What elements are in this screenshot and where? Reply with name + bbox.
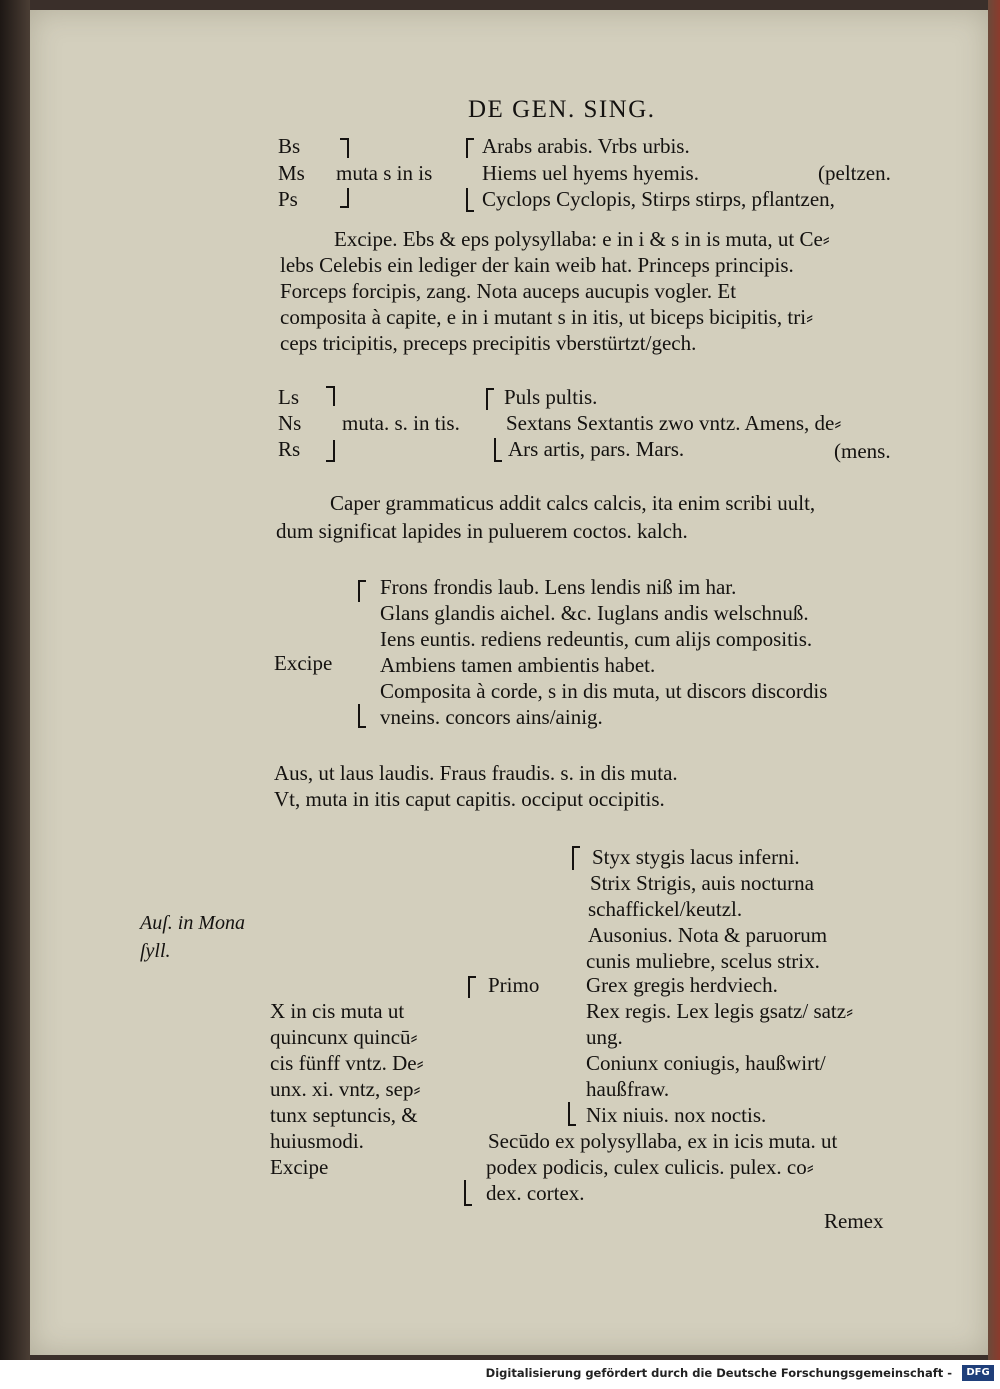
label-bs: Bs bbox=[278, 134, 301, 158]
text-line: dum significat lapides in puluerem coctos. kalch. bbox=[276, 519, 688, 543]
excipe-line: Iens euntis. rediens redeuntis, cum alijs compositis. bbox=[380, 627, 813, 651]
text-line: Forceps forcipis, zang. Nota auceps aucupis vogler. Et bbox=[280, 279, 737, 303]
left-brace-bottom bbox=[466, 188, 474, 212]
right-col-line: Ausonius. Nota & paruorum bbox=[588, 923, 828, 947]
rule-text: muta. s. in tis. bbox=[342, 411, 460, 435]
left-brace-top bbox=[466, 138, 474, 158]
dfg-logo: DFG bbox=[962, 1365, 994, 1381]
text-line: Excipe. Ebs & eps polysyllaba: e in i & s in is muta, ut Ce⸗ bbox=[334, 227, 830, 251]
text-line: Aus, ut laus laudis. Fraus fraudis. s. in dis muta. bbox=[274, 761, 678, 785]
example-line: Sextans Sextantis zwo vntz. Amens, de⸗ bbox=[506, 411, 842, 435]
left-brace-top bbox=[358, 580, 366, 602]
left-brace-bottom bbox=[358, 704, 366, 728]
left-col-line: Excipe bbox=[270, 1155, 329, 1179]
running-header: DE GEN. SING. bbox=[468, 96, 656, 123]
text-line: ceps tricipitis, preceps precipitis vberstürtzt/gech. bbox=[280, 331, 697, 355]
excipe-line: Composita à corde, s in dis muta, ut discors discordis bbox=[380, 679, 828, 703]
excipe-line: Frons frondis laub. Lens lendis niß im har. bbox=[380, 575, 737, 599]
right-brace-bottom bbox=[340, 188, 349, 208]
right-col-line: Rex regis. Lex legis gsatz/ satz⸗ bbox=[586, 999, 854, 1023]
left-col-line: X in cis muta ut bbox=[270, 999, 405, 1023]
right-col-line: Nix niuis. nox noctis. bbox=[586, 1103, 767, 1127]
excipe-label: Excipe bbox=[274, 651, 333, 675]
right-col-line: Coniunx coniugis, haußwirt/ bbox=[586, 1051, 826, 1075]
secundo-line: dex. cortex. bbox=[486, 1181, 585, 1205]
text-line: Vt, muta in itis caput capitis. occiput occipitis. bbox=[274, 787, 665, 811]
right-brace-bottom bbox=[326, 440, 335, 462]
excipe-line: vneins. concors ains/ainig. bbox=[380, 705, 603, 729]
secundo-line: Secūdo ex polysyllaba, ex in icis muta. ut bbox=[488, 1129, 838, 1153]
catchword: Remex bbox=[824, 1209, 884, 1233]
secundo-line: podex podicis, culex culicis. pulex. co⸗ bbox=[486, 1155, 814, 1179]
example-line: Hiems uel hyems hyemis. bbox=[482, 161, 699, 185]
text-line: composita à capite, e in i mutant s in itis, ut biceps bicipitis, tri⸗ bbox=[280, 305, 814, 329]
example-line: Cyclops Cyclopis, Stirps stirps, pflantzen, bbox=[482, 187, 835, 211]
example-line: Ars artis, pars. Mars. bbox=[508, 437, 685, 461]
right-col-line: ung. bbox=[586, 1025, 623, 1049]
margin-note: Auſ. in Mona bbox=[140, 912, 245, 934]
left-brace-bottom bbox=[464, 1180, 472, 1206]
excipe-line: Ambiens tamen ambientis habet. bbox=[380, 653, 656, 677]
left-brace-bottom bbox=[568, 1102, 576, 1126]
right-brace-top bbox=[340, 138, 349, 158]
left-brace-top bbox=[486, 388, 494, 410]
right-col-line: Strix Strigis, auis nocturna bbox=[590, 871, 814, 895]
book-spine bbox=[0, 0, 30, 1360]
text-line: lebs Celebis ein lediger der kain weib hat. Princeps principis. bbox=[280, 253, 794, 277]
label-ns: Ns bbox=[278, 411, 302, 435]
left-col-line: quincunx quincū⸗ bbox=[270, 1025, 418, 1049]
margin-note: ſyll. bbox=[140, 940, 171, 962]
rule-text: muta s in is bbox=[336, 161, 433, 185]
text-line: Caper grammaticus addit calcs calcis, ita enim scribi uult, bbox=[330, 491, 816, 515]
left-col-line: huiusmodi. bbox=[270, 1129, 364, 1153]
page-edge bbox=[988, 0, 1000, 1360]
excipe-line: Glans glandis aichel. &c. Iuglans andis welschnuß. bbox=[380, 601, 809, 625]
overflow-word: (mens. bbox=[834, 439, 891, 463]
right-col-line: cunis muliebre, scelus strix. bbox=[586, 949, 820, 973]
label-rs: Rs bbox=[278, 437, 301, 461]
left-col-line: cis fünff vntz. De⸗ bbox=[270, 1051, 424, 1075]
overflow-word: (peltzen. bbox=[818, 161, 891, 185]
left-brace-top bbox=[468, 976, 476, 998]
left-col-line: unx. xi. vntz, sep⸗ bbox=[270, 1077, 421, 1101]
example-line: Puls pultis. bbox=[504, 385, 598, 409]
right-col-line: schaffickel/keutzl. bbox=[588, 897, 743, 921]
footer-text: Digitalisierung gefördert durch die Deutsche Forschungsgemeinschaft - bbox=[485, 1366, 952, 1380]
footer-bar bbox=[0, 1360, 1000, 1389]
label-ms: Ms bbox=[278, 161, 305, 185]
example-line: Arabs arabis. Vrbs urbis. bbox=[482, 134, 690, 158]
left-brace-bottom bbox=[494, 438, 502, 462]
label-ps: Ps bbox=[278, 187, 298, 211]
primo-label: Primo bbox=[488, 973, 540, 997]
left-brace-top bbox=[572, 846, 580, 870]
right-brace-top bbox=[326, 386, 335, 406]
right-col-line: Styx stygis lacus inferni. bbox=[592, 845, 800, 869]
right-col-line: Grex gregis herdviech. bbox=[586, 973, 778, 997]
label-ls: Ls bbox=[278, 385, 299, 409]
right-col-line: haußfraw. bbox=[586, 1077, 670, 1101]
left-col-line: tunx septuncis, & bbox=[270, 1103, 418, 1127]
